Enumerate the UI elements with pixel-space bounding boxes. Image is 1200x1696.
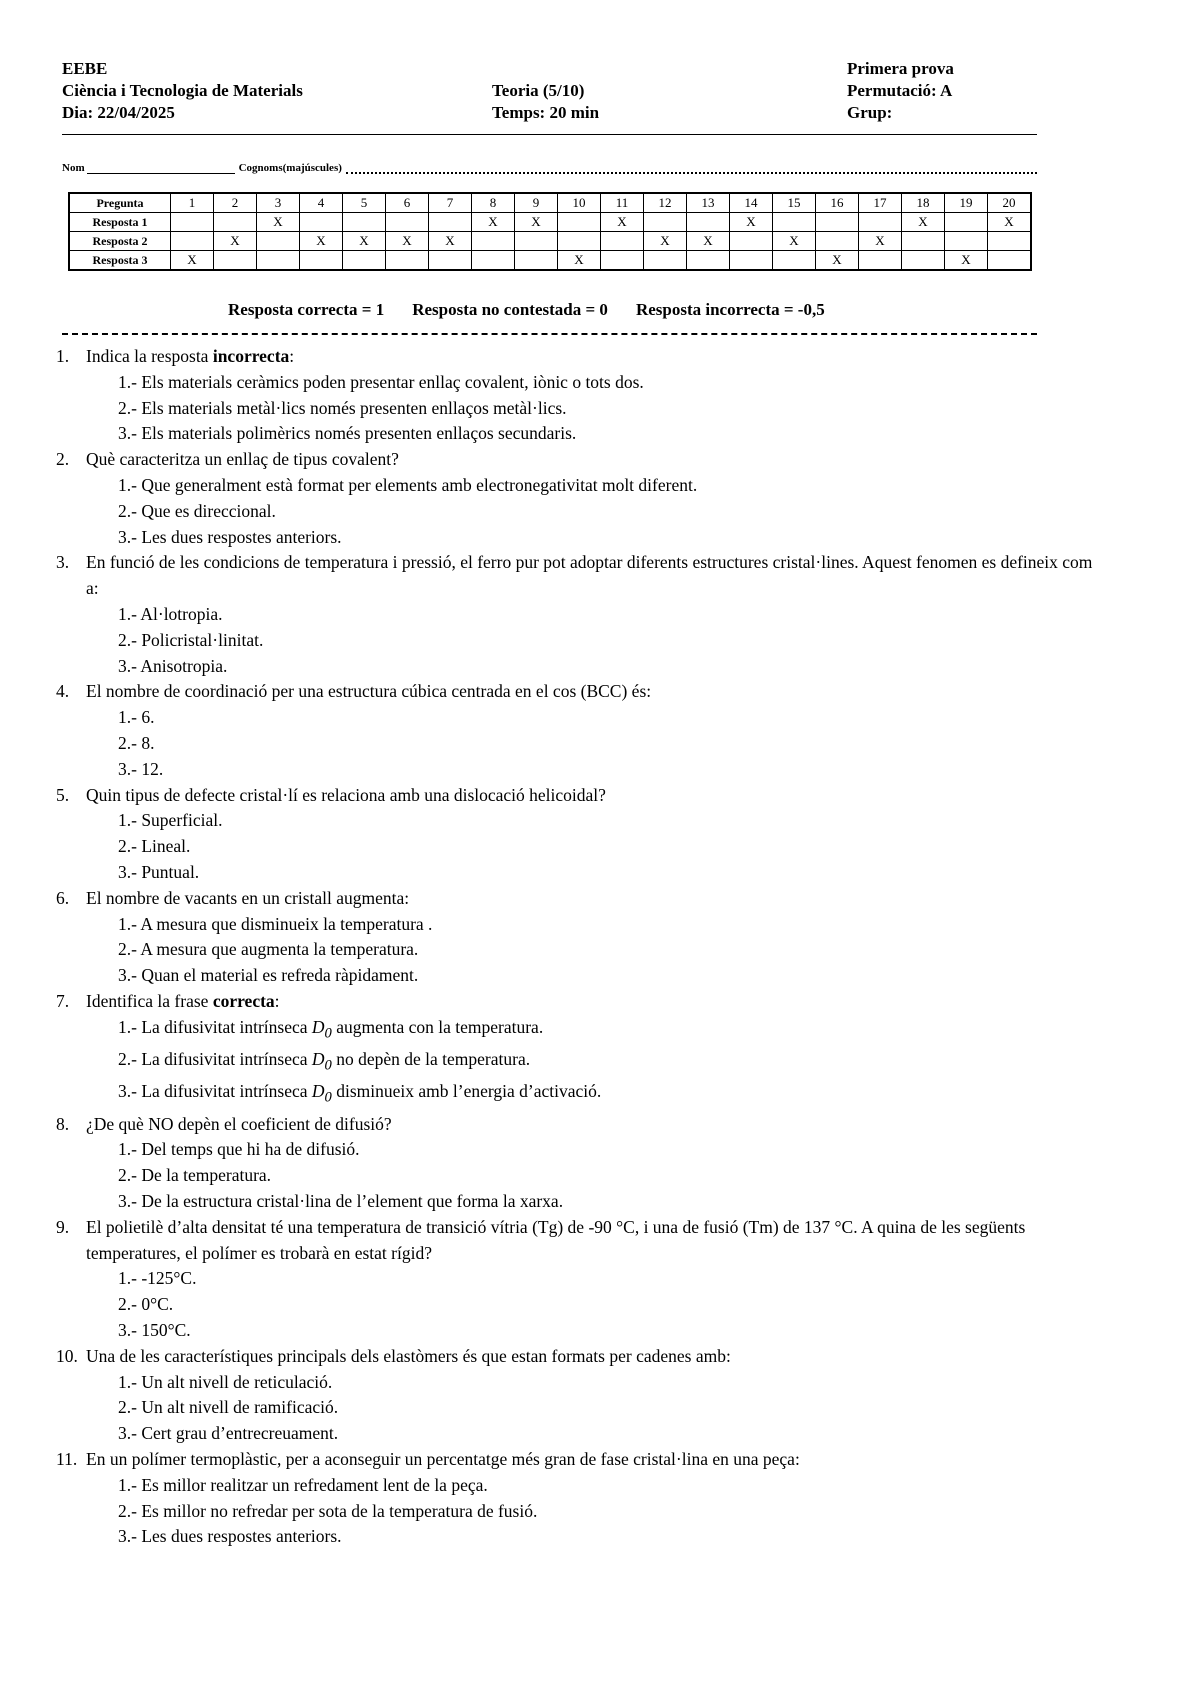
question-number-cell: 11 — [601, 193, 644, 213]
answer-cell[interactable] — [773, 251, 816, 271]
answer-cell[interactable]: X — [773, 232, 816, 251]
answer-cell[interactable] — [472, 251, 515, 271]
option: 2.- Es millor no refredar per sota de la temperatura de fusió. — [118, 1500, 538, 1521]
answer-row-label: Resposta 1 — [69, 213, 171, 232]
question-9: 9. El polietilè d’alta densitat té una temperatura de transició vítria (Tg) de -90 °C, i una de fusió (Tm) de 137 °C. A quina de les següents temperatures, el polímer es trobarà en estat rígid? — [56, 1216, 1026, 1263]
option: 1.- Es millor realitzar un refredament lent de la peça. — [118, 1474, 488, 1495]
answer-cell[interactable]: X — [902, 213, 945, 232]
option: 2.- Que es direccional. — [118, 500, 276, 521]
answer-cell[interactable] — [644, 251, 687, 271]
question-number-cell: 19 — [945, 193, 988, 213]
student-name-line — [62, 160, 1037, 174]
question-11: 11. En un polímer termoplàstic, per a aconseguir un percentatge més gran de fase cristal·lina en una peça: — [56, 1448, 800, 1469]
surname-field[interactable] — [346, 160, 1037, 174]
option: 2.- De la temperatura. — [118, 1165, 272, 1186]
option: 1.- -125°C. — [118, 1268, 197, 1289]
option: 2.- Policristal·linitat. — [118, 629, 264, 650]
answer-cell[interactable] — [902, 232, 945, 251]
answer-cell[interactable]: X — [730, 213, 773, 232]
answer-cell[interactable]: X — [644, 232, 687, 251]
option: 2.- 8. — [118, 732, 155, 753]
option: 3.- Les dues respostes anteriors. — [118, 1526, 342, 1547]
answer-grid — [68, 192, 1032, 271]
score-correct: Resposta correcta = 1 — [228, 300, 385, 319]
question-header-label: Pregunta — [69, 193, 171, 213]
exam-title: Primera prova — [847, 59, 954, 78]
answer-cell[interactable] — [730, 232, 773, 251]
answer-cell[interactable] — [171, 232, 214, 251]
option: 1.- Un alt nivell de reticulació. — [118, 1371, 333, 1392]
option: 2.- La difusivitat intrínseca $D_0$ no depèn de la temperatura. — [118, 1049, 531, 1074]
option: 2.- Lineal. — [118, 836, 191, 857]
name-field[interactable] — [87, 163, 235, 174]
question-8: 8. ¿De què NO depèn el coeficient de difusió? — [56, 1113, 392, 1134]
answer-cell[interactable] — [859, 251, 902, 271]
question-number-cell: 1 — [171, 193, 214, 213]
question-6: 6. El nombre de vacants en un cristall augmenta: — [56, 887, 410, 908]
answer-cell[interactable]: X — [859, 232, 902, 251]
answer-cell[interactable] — [945, 213, 988, 232]
question-number-cell: 6 — [386, 193, 429, 213]
question-number-cell: 9 — [515, 193, 558, 213]
dashed-divider — [62, 333, 1037, 335]
answer-cell[interactable] — [730, 251, 773, 271]
question-number-cell: 10 — [558, 193, 601, 213]
answer-cell[interactable]: X — [386, 232, 429, 251]
answer-row-3 — [69, 251, 1031, 271]
question-number-cell: 8 — [472, 193, 515, 213]
answer-cell[interactable] — [300, 251, 343, 271]
answer-cell[interactable] — [300, 213, 343, 232]
question-number-cell: 14 — [730, 193, 773, 213]
exam-header — [62, 58, 1037, 124]
question-10: 10. Una de les característiques principals dels elastòmers és que estan formats per cadenes amb: — [56, 1345, 731, 1366]
permutation: Permutació: A — [847, 81, 953, 100]
option: 1.- Que generalment està format per elements amb electronegativitat molt diferent. — [118, 474, 698, 495]
exam-part: Teoria (5/10) — [492, 81, 585, 100]
answer-cell[interactable]: X — [515, 213, 558, 232]
option: 3.- 12. — [118, 758, 164, 779]
answer-cell[interactable] — [515, 251, 558, 271]
answer-cell[interactable]: X — [988, 213, 1032, 232]
answer-cell[interactable] — [687, 213, 730, 232]
option: 3.- 150°C. — [118, 1319, 191, 1340]
answer-cell[interactable] — [558, 232, 601, 251]
score-incorrect: Resposta incorrecta = -0,5 — [635, 300, 825, 319]
answer-row-1 — [69, 213, 1031, 232]
school-name: EEBE — [62, 59, 108, 78]
option: 3.- De la estructura cristal·lina de l’element que forma la xarxa. — [118, 1191, 564, 1211]
option: 3.- Cert grau d’entrecreuament. — [118, 1423, 339, 1444]
answer-cell[interactable]: X — [343, 232, 386, 251]
answer-cell[interactable] — [945, 232, 988, 251]
option: 3.- Les dues respostes anteriors. — [118, 526, 342, 547]
answer-cell[interactable] — [558, 213, 601, 232]
answer-cell[interactable]: X — [816, 251, 859, 271]
answer-cell[interactable] — [386, 251, 429, 271]
answer-cell[interactable] — [988, 251, 1032, 271]
answer-cell[interactable] — [515, 232, 558, 251]
answer-cell[interactable] — [644, 213, 687, 232]
answer-cell[interactable] — [214, 213, 257, 232]
question-3: 3. En funció de les condicions de temperatura i pressió, el ferro pur pot adoptar diferents estructures cristal·lines. Aquest fenomen es defineix com a: — [56, 552, 1093, 599]
option: 3.- Els materials polimèrics només presenten enllaços secundaris. — [118, 423, 577, 444]
answer-cell[interactable]: X — [171, 251, 214, 271]
question-5: 5. Quin tipus de defecte cristal·lí es relaciona amb una dislocació helicoidal? — [56, 784, 606, 805]
answer-cell[interactable]: X — [945, 251, 988, 271]
option: 3.- Puntual. — [118, 861, 200, 882]
option: 1.- Superficial. — [118, 810, 223, 831]
option: 1.- Del temps que hi ha de difusió. — [118, 1139, 360, 1160]
name-label: Nom — [62, 162, 85, 174]
answer-cell[interactable] — [687, 251, 730, 271]
answer-cell[interactable]: X — [601, 213, 644, 232]
answer-cell[interactable] — [816, 232, 859, 251]
answer-cell[interactable]: X — [257, 213, 300, 232]
answer-row-2 — [69, 232, 1031, 251]
answer-cell[interactable] — [429, 251, 472, 271]
question-7: 7. Identifica la frase correcta: — [56, 990, 280, 1011]
question-list — [56, 344, 1096, 1550]
option: 2.- 0°C. — [118, 1294, 174, 1315]
header-divider — [62, 134, 1037, 135]
answer-cell[interactable] — [816, 213, 859, 232]
option: 1.- Al·lotropia. — [118, 603, 223, 624]
score-blank: Resposta no contestada = 0 — [412, 300, 608, 319]
question-number-cell: 20 — [988, 193, 1032, 213]
question-number-cell: 16 — [816, 193, 859, 213]
answer-cell[interactable]: X — [558, 251, 601, 271]
option: 3.- La difusivitat intrínseca $D_0$ disminueix amb l’energia d’activació. — [118, 1081, 602, 1106]
option: 1.- Els materials ceràmics poden presentar enllaç covalent, iònic o tots dos. — [118, 371, 644, 392]
answer-cell[interactable] — [343, 251, 386, 271]
answer-cell[interactable] — [601, 251, 644, 271]
option: 1.- La difusivitat intrínseca $D_0$ augmenta con la temperatura. — [118, 1016, 544, 1042]
question-number-cell: 15 — [773, 193, 816, 213]
question-number-cell: 18 — [902, 193, 945, 213]
answer-cell[interactable] — [171, 213, 214, 232]
question-number-cell: 17 — [859, 193, 902, 213]
answer-cell[interactable] — [601, 232, 644, 251]
answer-cell[interactable] — [257, 232, 300, 251]
surname-label: Cognoms(majúscules) — [238, 162, 342, 174]
question-number-cell: 3 — [257, 193, 300, 213]
answer-cell[interactable] — [859, 213, 902, 232]
answer-cell[interactable] — [988, 232, 1032, 251]
question-number-cell: 13 — [687, 193, 730, 213]
answer-grid-header — [69, 193, 1031, 213]
answer-cell[interactable] — [902, 251, 945, 271]
question-number-cell: 12 — [644, 193, 687, 213]
answer-cell[interactable] — [343, 213, 386, 232]
option: 1.- 6. — [118, 707, 155, 728]
answer-cell[interactable] — [386, 213, 429, 232]
answer-row-label: Resposta 3 — [69, 251, 171, 271]
question-number-cell: 2 — [214, 193, 257, 213]
question-number-cell: 4 — [300, 193, 343, 213]
option: 1.- A mesura que disminueix la temperatura . — [118, 913, 433, 934]
answer-row-label: Resposta 2 — [69, 232, 171, 251]
option: 3.- Quan el material es refreda ràpidament. — [118, 965, 419, 986]
question-4: 4. El nombre de coordinació per una estructura cúbica centrada en el cos (BCC) és: — [56, 681, 652, 702]
option: 2.- Els materials metàl·lics només presenten enllaços metàl·lics. — [118, 397, 567, 418]
answer-cell[interactable] — [429, 213, 472, 232]
answer-cell[interactable] — [773, 213, 816, 232]
answer-cell[interactable]: X — [214, 232, 257, 251]
question-number-cell: 5 — [343, 193, 386, 213]
option: 2.- A mesura que augmenta la temperatura. — [118, 939, 419, 960]
exam-date: Dia: 22/04/2025 — [62, 103, 175, 122]
question-2: 2. Què caracteritza un enllaç de tipus covalent? — [56, 449, 399, 470]
option: 2.- Un alt nivell de ramificació. — [118, 1397, 339, 1418]
answer-cell[interactable]: X — [472, 213, 515, 232]
group-field: Grup: — [847, 103, 893, 122]
question-1: 1. Indica la resposta incorrecta: — [56, 346, 295, 366]
scoring-rules — [228, 300, 825, 320]
question-number-cell: 7 — [429, 193, 472, 213]
answer-cell[interactable] — [214, 251, 257, 271]
answer-cell[interactable] — [257, 251, 300, 271]
answer-cell[interactable] — [472, 232, 515, 251]
course-name: Ciència i Tecnologia de Materials — [62, 81, 303, 100]
answer-cell[interactable]: X — [429, 232, 472, 251]
option: 3.- Anisotropia. — [118, 655, 228, 676]
answer-cell[interactable]: X — [300, 232, 343, 251]
exam-time: Temps: 20 min — [492, 103, 600, 122]
answer-cell[interactable]: X — [687, 232, 730, 251]
